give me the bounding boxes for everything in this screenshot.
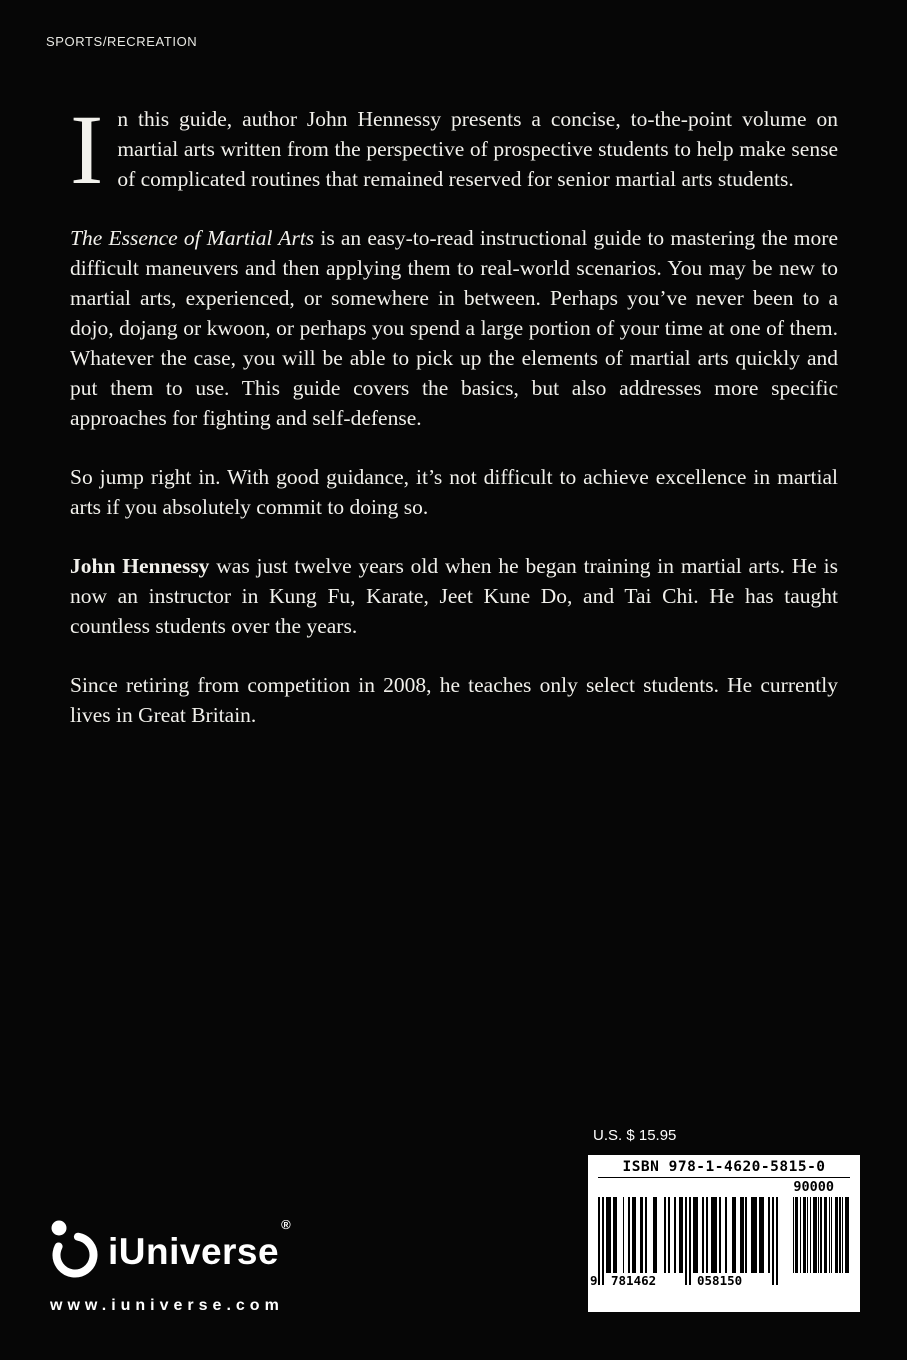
drop-cap: I: [70, 94, 104, 205]
barcode-digit-lead: 9: [590, 1273, 598, 1288]
registered-mark-icon: ®: [281, 1216, 292, 1232]
intro-text: n this guide, author John Hennessy presents a concise, to-the-point volume on martial arts written from the perspective of prospective students to help make sense of complicated routines that remained reserved for senior martial arts students.: [117, 107, 838, 191]
publisher-url: www.iuniverse.com: [50, 1297, 284, 1314]
barcode-digit-group1: 781462: [611, 1273, 657, 1288]
barcode-bars-main: [590, 1197, 779, 1288]
intro-paragraph: [70, 94, 838, 205]
barcode-bars-row: [590, 1197, 850, 1288]
barcode-digits: [590, 1273, 779, 1288]
back-cover-copy: [70, 94, 838, 759]
author-bio-paragraph: [70, 551, 838, 641]
closing-paragraph: So jump right in. With good guidance, it’s not difficult to achieve excellence in martial arts if you absolutely commit to doing so.: [70, 465, 838, 519]
description-text: is an easy-to-read instructional guide to mastering the more difficult maneuvers and then applying them to real-world scenarios. You may be new to martial arts, experienced, or somewhere in between. Perhaps you’ve never been to a dojo, dojang or kwoon, or perhaps you spend a large portion of your time at one of them. Whatever the case, you will be able to pick up the elements of martial arts quickly and put them to use. This guide covers the basics, but also addresses more specific approaches for fighting and self-defense.: [70, 226, 838, 430]
book-title-italic: The Essence of Martial Arts: [70, 226, 315, 250]
barcode-bars-addon: [793, 1197, 849, 1273]
author-bio-text: was just twelve years old when he began training in martial arts. He is now an instructor in Kung Fu, Karate, Jeet Kune Do, and Tai Chi. He has taught countless students over the years.: [70, 554, 838, 638]
barcode-addon-label: 90000: [793, 1179, 834, 1195]
isbn-text: ISBN 978-1-4620-5815-0: [598, 1159, 850, 1178]
publisher-logo: [46, 1216, 292, 1315]
iuniverse-icon: [46, 1218, 100, 1285]
category-label: SPORTS/RECREATION: [46, 34, 198, 49]
author-bio-paragraph-2: Since retiring from competition in 2008, he teaches only select students. He currently lives in Great Britain.: [70, 673, 838, 727]
price-label: U.S. $ 15.95: [593, 1127, 677, 1144]
author-name-bold: John Hennessy: [70, 554, 210, 578]
description-paragraph: [70, 223, 838, 433]
barcode: [588, 1155, 860, 1312]
barcode-digit-group2: 058150: [697, 1273, 743, 1288]
publisher-name: iUniverse®: [108, 1216, 292, 1272]
